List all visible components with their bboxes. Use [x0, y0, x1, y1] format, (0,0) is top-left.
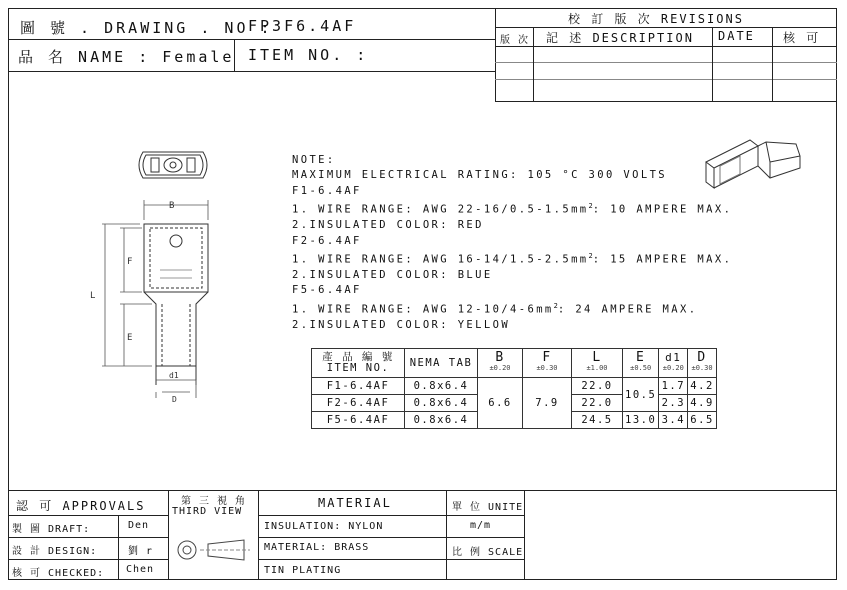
design-label: 設 計 DESIGN: — [12, 546, 98, 557]
draft-label: 製 圖 DRAFT: — [12, 524, 91, 535]
col-header-tolerance: ±1.00 — [586, 364, 608, 372]
cell-d: 4.2 — [688, 378, 716, 395]
note-ampere: : 10 AMPERE MAX. — [592, 203, 733, 216]
dim-label-d: D — [172, 395, 177, 404]
cell-b-merged: 6.6 — [478, 378, 523, 429]
material-line — [258, 559, 446, 560]
col-header-main: F — [542, 350, 552, 365]
cell-l: 22.0 — [572, 378, 623, 395]
col-header-main: E — [635, 350, 646, 365]
cell-d: 4.9 — [688, 395, 716, 412]
unit-line — [446, 537, 524, 538]
note-model: F1-6.4AF — [292, 184, 362, 197]
dimension-table-header — [312, 349, 717, 378]
table-row — [312, 378, 717, 395]
revisions-title-line — [495, 27, 837, 28]
col-l — [572, 349, 623, 378]
cell-nema: 0.8x6.4 — [405, 378, 478, 395]
unit-line — [446, 559, 524, 560]
note-color: 2.INSULATED COLOR: RED — [292, 219, 484, 232]
title-block-vline — [446, 490, 447, 580]
dim-label-l: L — [90, 291, 96, 301]
col-header-tolerance: ±0.30 — [691, 364, 713, 372]
note-color: 2.INSULATED COLOR: YELLOW — [292, 318, 511, 331]
col-b — [478, 349, 523, 378]
item-no-label: ITEM NO. : — [248, 46, 369, 64]
col-header-main: B — [495, 350, 505, 365]
approvals-title: 認 可 APPROVALS — [16, 499, 146, 513]
cell-e-merged: 10.5 — [623, 378, 659, 412]
col-header-tolerance: ±0.20 — [489, 364, 511, 372]
superscript: 2 — [588, 251, 593, 260]
approvals-vline — [118, 515, 119, 580]
rev-col-line — [533, 27, 534, 102]
cell-e: 13.0 — [623, 412, 659, 429]
cell-l: 24.5 — [572, 412, 623, 429]
header-vdivider — [234, 39, 235, 71]
note-wire-range-line — [292, 299, 732, 318]
note-wire-range-line — [292, 249, 732, 268]
superscript: 2 — [588, 202, 593, 211]
cell-d1: 2.3 — [659, 395, 688, 412]
drawing-no-label: 圖 號 . DRAWING . NO : — [20, 19, 273, 37]
dim-label-e: E — [127, 333, 133, 343]
third-angle-projection-icon — [172, 532, 254, 568]
rev-col-version: 版 次 — [500, 35, 530, 46]
rev-col-line — [712, 27, 713, 102]
terminal-front-view-drawing — [80, 140, 230, 405]
title-block-vline — [524, 490, 525, 580]
approvals-line — [8, 559, 168, 560]
terminal-end-view — [139, 152, 207, 178]
drawing-no-value: FP3F6.4AF — [248, 17, 357, 35]
note-model: F5-6.4AF — [292, 284, 362, 297]
checked-value: Chen — [126, 564, 155, 575]
col-header-main: 產 品 編 號 — [322, 351, 394, 363]
checked-label: 核 可 CHECKED: — [12, 568, 105, 579]
dim-label-f: F — [127, 257, 133, 267]
note-wire-range-line — [292, 199, 732, 218]
rev-col-description: 記 述 DESCRIPTION — [546, 31, 694, 45]
dimension-table — [311, 348, 717, 429]
col-header-main: L — [592, 350, 602, 365]
cell-nema: 0.8x6.4 — [405, 412, 478, 429]
draft-value: Den — [128, 520, 150, 531]
cell-nema: 0.8x6.4 — [405, 395, 478, 412]
design-value: 劉 r — [128, 546, 154, 557]
rev-row-line — [495, 79, 837, 80]
cell-item: F5-6.4AF — [312, 412, 405, 429]
col-header-sub: ITEM NO. — [326, 362, 390, 374]
col-header-main: D — [697, 350, 707, 365]
cell-d: 6.5 — [688, 412, 716, 429]
terminal-body-outline — [144, 224, 208, 385]
notes-rating: MAXIMUM ELECTRICAL RATING: 105 °C 300 VOLTS — [292, 169, 668, 182]
third-view-cn: 第 三 視 角 — [181, 496, 247, 507]
superscript: 2 — [553, 301, 558, 310]
cell-item: F2-6.4AF — [312, 395, 405, 412]
note-wire-range: 1. WIRE RANGE: AWG 12-10/4-6mm — [292, 303, 554, 316]
rev-row-line — [495, 62, 837, 63]
rev-col-line — [772, 27, 773, 102]
approvals-line — [8, 515, 168, 516]
note-ampere: : 24 AMPERE MAX. — [557, 303, 698, 316]
cell-d1: 1.7 — [659, 378, 688, 395]
header-divider — [8, 39, 495, 40]
material-title: MATERIAL — [318, 496, 392, 510]
plating-spec: TIN PLATING — [264, 565, 342, 576]
title-block-vline — [168, 490, 169, 580]
col-item-no — [312, 349, 405, 378]
dimension-lines — [102, 200, 208, 398]
col-header-tolerance: ±0.20 — [662, 364, 684, 372]
cell-f-merged: 7.9 — [523, 378, 572, 429]
header-bottom-line — [8, 71, 495, 72]
material-line — [258, 537, 446, 538]
note-model: F2-6.4AF — [292, 234, 362, 247]
rev-col-approve: 核 可 — [783, 31, 821, 45]
col-header-tolerance: ±0.50 — [630, 364, 652, 372]
third-view-en: THIRD VIEW — [172, 506, 243, 517]
col-header-main: d1 — [665, 351, 682, 364]
title-block-vline — [258, 490, 259, 580]
notes-block — [292, 153, 732, 333]
cell-l: 22.0 — [572, 395, 623, 412]
col-d1 — [659, 349, 688, 378]
notes-title: NOTE: — [292, 154, 336, 166]
col-header-tolerance: ±0.30 — [536, 364, 558, 372]
dim-label-d1: d1 — [169, 371, 179, 380]
title-block-top-line — [8, 490, 837, 491]
note-wire-range: 1. WIRE RANGE: AWG 22-16/0.5-1.5mm — [292, 203, 589, 216]
material-spec: MATERIAL: BRASS — [264, 542, 370, 553]
part-name: 品 名 NAME : Female — [18, 48, 235, 66]
col-nema-tab: NEMA TAB — [405, 349, 478, 378]
scale-label: 比 例 SCALE — [452, 547, 524, 558]
note-ampere: : 15 AMPERE MAX. — [592, 253, 733, 266]
rev-col-date: DATE — [718, 29, 755, 43]
insulation-spec: INSULATION: NYLON — [264, 521, 384, 532]
rev-header-line — [495, 46, 837, 47]
col-d — [688, 349, 716, 378]
cell-d1: 3.4 — [659, 412, 688, 429]
approvals-line — [8, 537, 168, 538]
cell-item: F1-6.4AF — [312, 378, 405, 395]
col-f — [523, 349, 572, 378]
material-line — [258, 515, 524, 516]
col-e — [623, 349, 659, 378]
unit-label: 單 位 UNITE — [452, 502, 524, 513]
dim-label-b: B — [169, 201, 175, 211]
note-wire-range: 1. WIRE RANGE: AWG 16-14/1.5-2.5mm — [292, 253, 589, 266]
unit-value: m/m — [470, 520, 492, 531]
revisions-title: 校 訂 版 次 REVISIONS — [568, 12, 744, 26]
note-color: 2.INSULATED COLOR: BLUE — [292, 268, 493, 281]
